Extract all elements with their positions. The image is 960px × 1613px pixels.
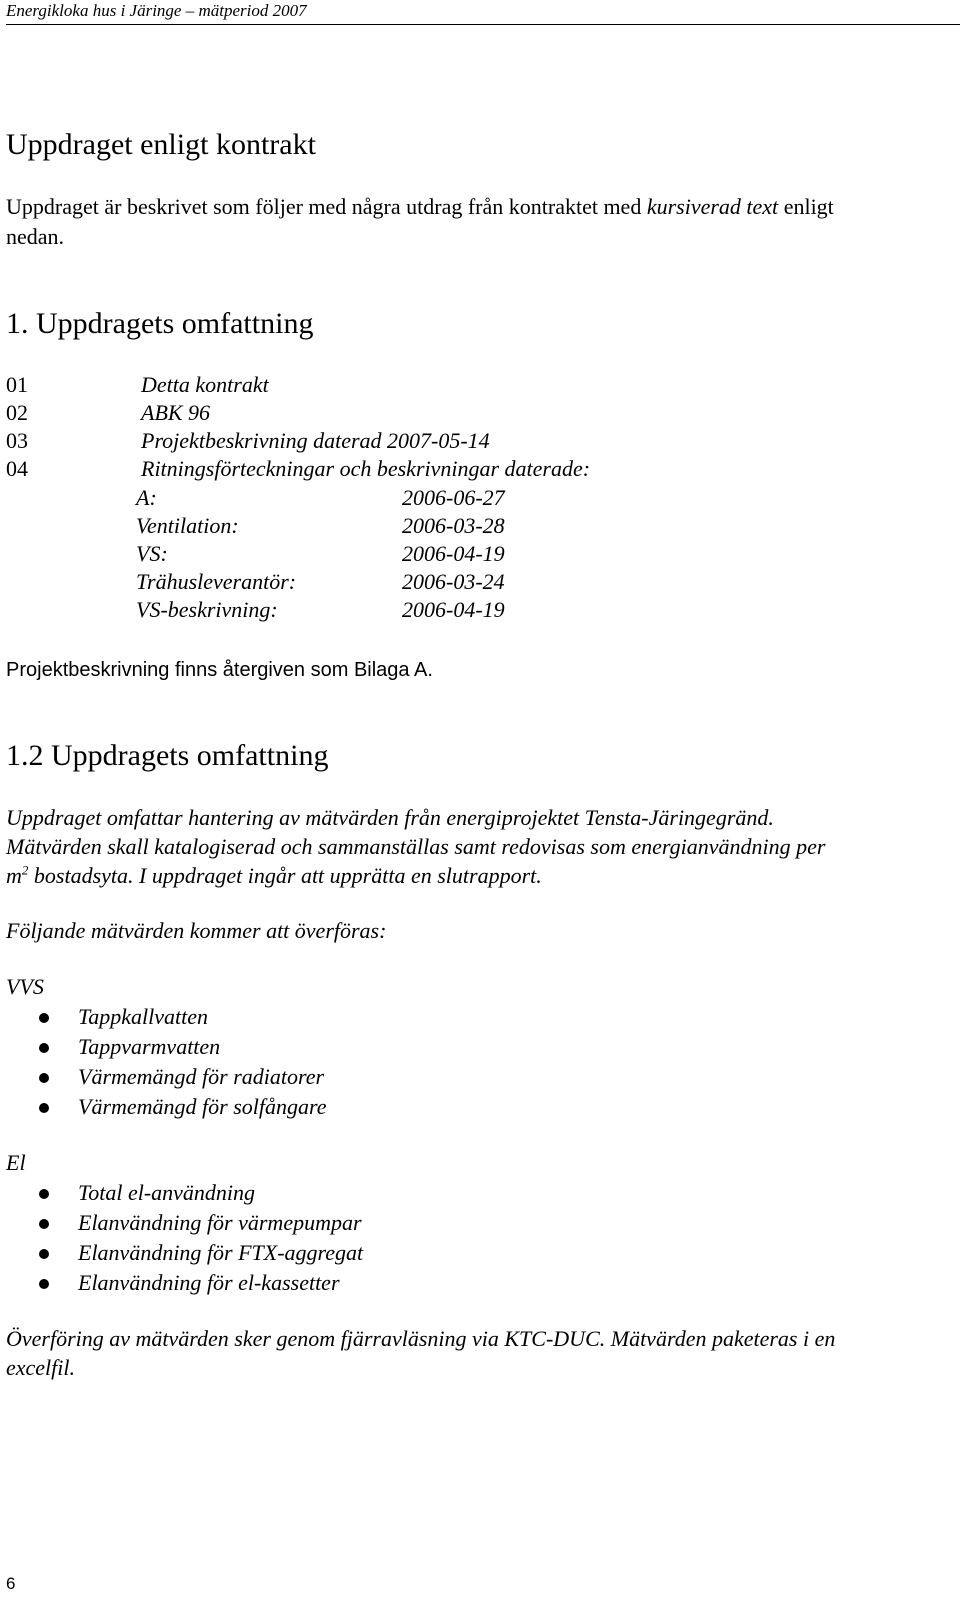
- drawing-date: 2006-03-24: [402, 569, 505, 594]
- drawing-date: 2006-06-27: [402, 485, 505, 510]
- bullet-icon: [39, 1043, 49, 1053]
- drawing-label: Ventilation:: [136, 513, 239, 538]
- vvs-heading: VVS: [6, 974, 44, 999]
- list-item-label: Tappkallvatten: [78, 1004, 208, 1029]
- scope-unit-superscript: 2: [21, 862, 29, 878]
- bullet-icon: [39, 1073, 49, 1083]
- intro-paragraph: [6, 193, 834, 221]
- scope-unit: m: [6, 863, 22, 888]
- bullet-icon: [39, 1279, 49, 1289]
- section-title: Uppdraget enligt kontrakt: [6, 128, 316, 161]
- bullet-icon: [39, 1219, 49, 1229]
- document-number: 02: [6, 400, 28, 425]
- drawing-label: VS:: [136, 541, 168, 566]
- drawing-label: VS-beskrivning:: [136, 597, 278, 622]
- list-item-label: Elanvändning för el-kassetter: [78, 1270, 340, 1295]
- bullet-icon: [39, 1189, 49, 1199]
- list-item-label: Värmemängd för solfångare: [78, 1094, 327, 1119]
- closing-line-2: excelfil.: [6, 1355, 76, 1380]
- bullet-icon: [39, 1013, 49, 1023]
- drawing-label: Trähusleverantör:: [136, 569, 297, 594]
- closing-line-1: Överföring av mätvärden sker genom fjärravläsning via KTC-DUC. Mätvärden paketeras i en: [6, 1326, 836, 1351]
- document-number: 03: [6, 428, 28, 453]
- bullet-icon: [39, 1103, 49, 1113]
- list-item-label: Total el-användning: [78, 1180, 256, 1205]
- document-text: Detta kontrakt: [141, 372, 269, 397]
- document-text: Projektbeskrivning daterad 2007-05-14: [141, 428, 490, 453]
- drawing-date: 2006-03-28: [402, 513, 505, 538]
- running-header: Energikloka hus i Järinge – mätperiod 2007: [6, 0, 960, 25]
- page-number: 6: [6, 1574, 16, 1593]
- section-1-2-title: 1.2 Uppdragets omfattning: [6, 739, 329, 772]
- document-text: ABK 96: [141, 400, 211, 425]
- intro-text-2: enligt: [778, 194, 834, 219]
- bilaga-note: Projektbeskrivning finns återgiven som Bilaga A.: [6, 659, 433, 681]
- list-item-label: Värmemängd för radiatorer: [78, 1064, 325, 1089]
- list-item-label: Elanvändning för värmepumpar: [78, 1210, 362, 1235]
- document-number: 04: [6, 456, 28, 481]
- intro-text-1: Uppdraget är beskrivet som följer med några utdrag från kontraktet med: [6, 194, 647, 219]
- document-number: 01: [6, 372, 28, 397]
- list-item-label: Tappvarmvatten: [78, 1034, 221, 1059]
- section-1-title: 1. Uppdragets omfattning: [6, 307, 314, 340]
- scope-line-3-text: bostadsyta. I uppdraget ingår att upprätta en slutrapport.: [28, 863, 542, 888]
- scope-line-3: [6, 862, 542, 890]
- bullet-icon: [39, 1249, 49, 1259]
- list-item-label: Elanvändning för FTX-aggregat: [78, 1240, 364, 1265]
- el-heading: El: [6, 1150, 26, 1175]
- scope-line-2: Mätvärden skall katalogiserad och sammanställas samt redovisas som energianvändning per: [6, 834, 826, 859]
- transfer-intro: Följande mätvärden kommer att överföras:: [6, 918, 387, 943]
- intro-text-italic: kursiverad text: [646, 194, 779, 219]
- drawing-date: 2006-04-19: [402, 597, 505, 622]
- document-text: Ritningsförteckningar och beskrivningar daterade:: [141, 456, 591, 481]
- drawing-date: 2006-04-19: [402, 541, 505, 566]
- drawing-label: A:: [136, 485, 157, 510]
- scope-line-1: Uppdraget omfattar hantering av mätvärden från energiprojektet Tensta-Järingegränd.: [6, 805, 774, 830]
- intro-line-2: nedan.: [6, 224, 65, 249]
